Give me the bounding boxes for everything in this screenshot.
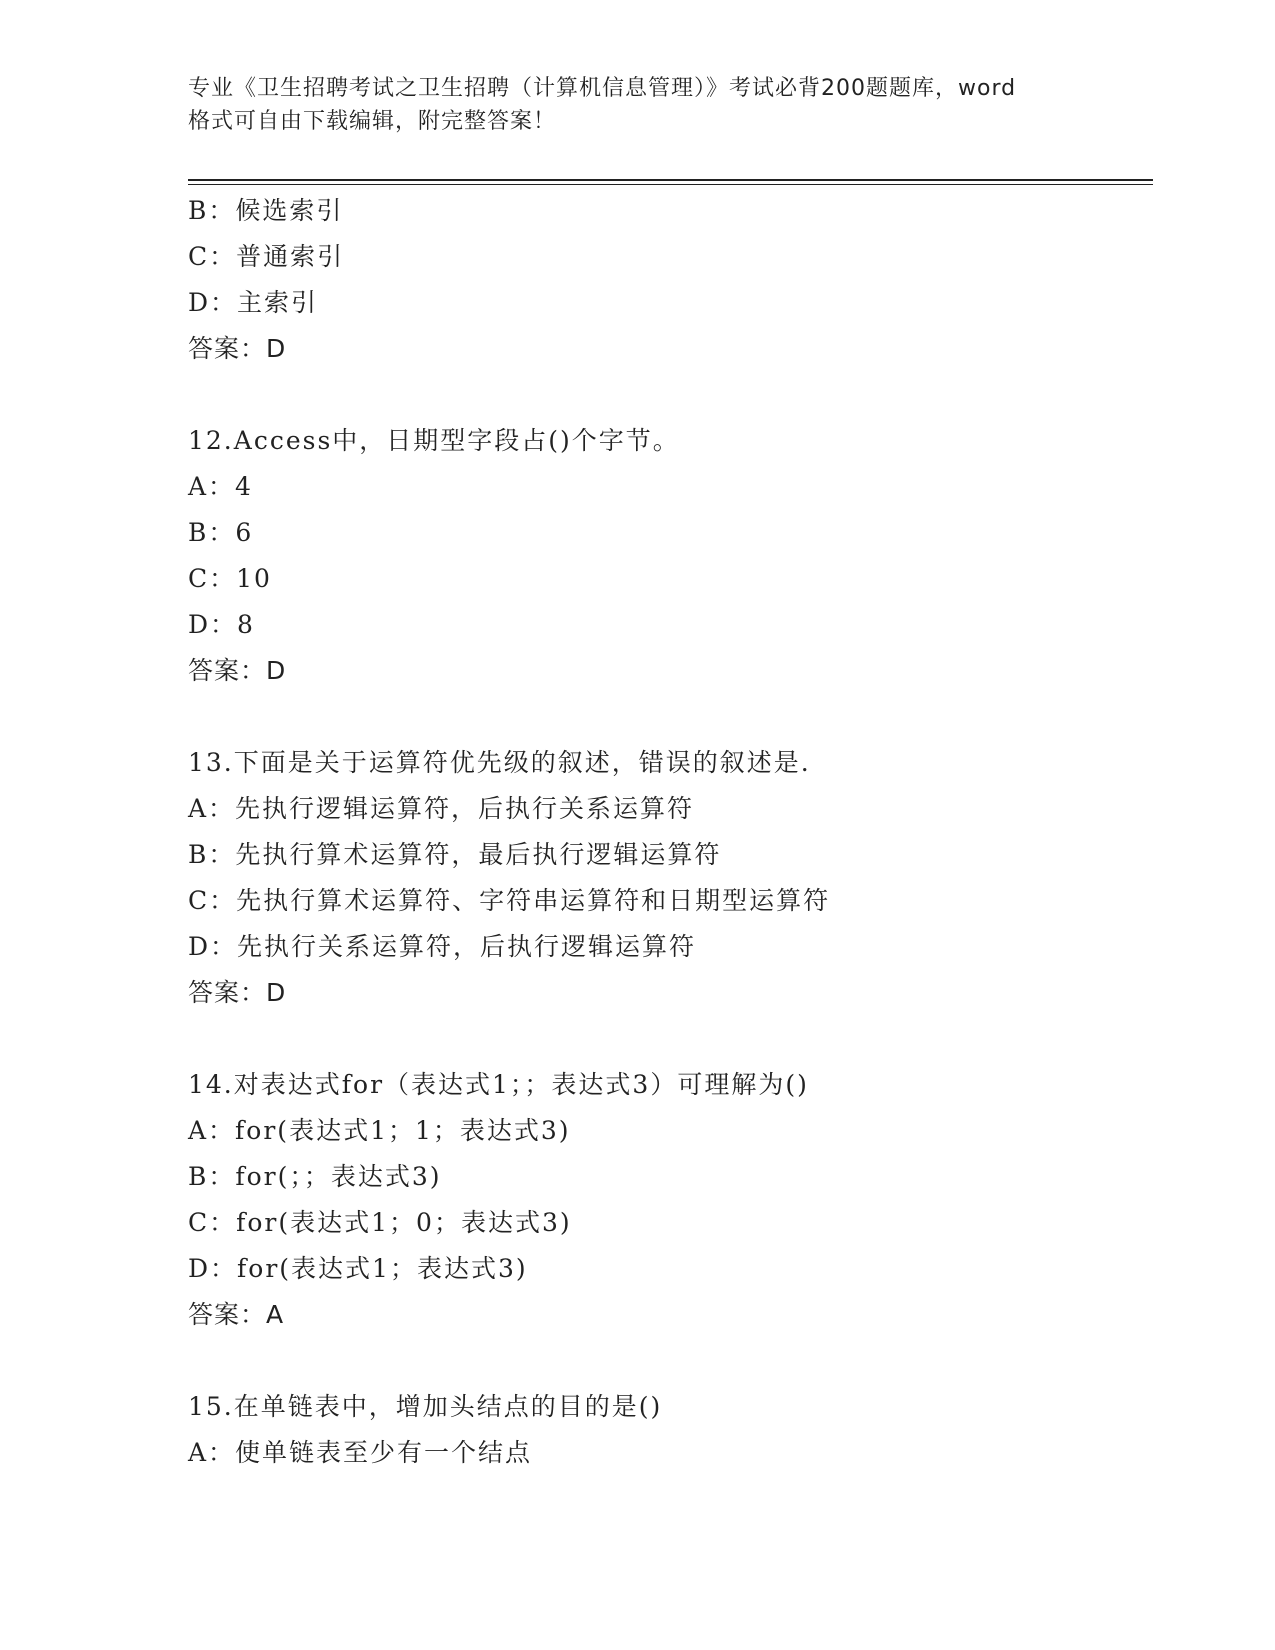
option-line: D：for(表达式1；表达式3): [188, 1254, 528, 1283]
header-divider-thick: [188, 179, 1153, 181]
question-block-14: [188, 1062, 1148, 1338]
option-line: A：4: [188, 472, 253, 501]
answer-line: 答案：D: [188, 656, 287, 685]
question-list: [188, 188, 1148, 1476]
option-line: B：for(；；表达式3): [188, 1162, 442, 1191]
header-line-1: 专业《卫生招聘考试之卫生招聘（计算机信息管理）》考试必背200题题库，word: [188, 76, 1017, 101]
option-line: B：先执行算术运算符，最后执行逻辑运算符: [188, 840, 722, 869]
question-block-12: [188, 418, 1148, 694]
option-line: D：8: [188, 610, 255, 639]
spacer: [188, 1016, 1148, 1062]
option-line: D：先执行关系运算符，后执行逻辑运算符: [188, 932, 697, 961]
spacer: [188, 694, 1148, 740]
question-stem: 15.在单链表中，增加头结点的目的是(): [188, 1392, 663, 1421]
spacer: [188, 372, 1148, 418]
answer-line: 答案：D: [188, 334, 287, 363]
option-line: B：6: [188, 518, 254, 547]
question-block-13: [188, 740, 1148, 1016]
option-line: A：for(表达式1；1；表达式3): [188, 1116, 571, 1145]
document-header: [188, 72, 1088, 138]
option-line: A：使单链表至少有一个结点: [188, 1438, 533, 1467]
question-block-11: [188, 188, 1148, 372]
option-line: A：先执行逻辑运算符，后执行关系运算符: [188, 794, 695, 823]
question-stem: 13.下面是关于运算符优先级的叙述，错误的叙述是.: [188, 748, 811, 777]
option-line: D：主索引: [188, 288, 319, 317]
question-stem: 12.Access中，日期型字段占()个字节。: [188, 426, 680, 455]
option-line: C：for(表达式1；0；表达式3): [188, 1208, 572, 1237]
question-stem: 14.对表达式for（表达式1；；表达式3）可理解为(): [188, 1070, 809, 1099]
header-line-2: 格式可自由下载编辑，附完整答案！: [188, 109, 557, 134]
question-block-15: [188, 1384, 1148, 1476]
option-line: C：10: [188, 564, 272, 593]
spacer: [188, 1338, 1148, 1384]
option-line: B：候选索引: [188, 196, 344, 225]
option-line: C：普通索引: [188, 242, 345, 271]
header-divider-thin: [188, 184, 1153, 185]
answer-line: 答案：D: [188, 978, 287, 1007]
answer-line: 答案：A: [188, 1300, 285, 1329]
option-line: C：先执行算术运算符、字符串运算符和日期型运算符: [188, 886, 831, 915]
